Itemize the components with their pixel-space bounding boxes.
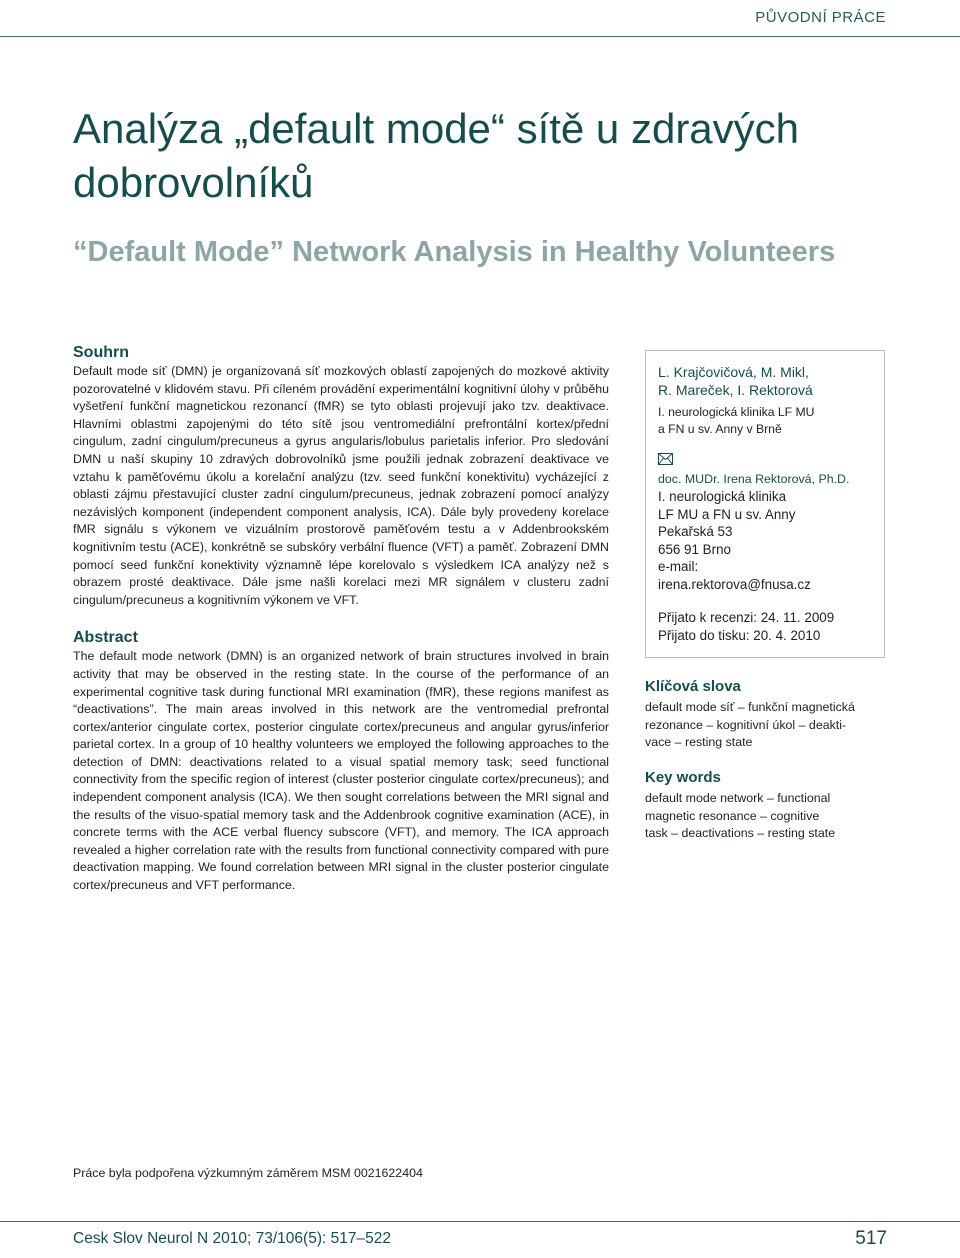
author-box [645,350,885,658]
keywords-en-line: task – deactivations – resting state [645,826,836,841]
affiliation-line: a FN u sv. Anny v Brně [658,422,782,436]
section-label: PŮVODNÍ PRÁCE [755,9,886,26]
affiliation [658,404,884,438]
page-number: 517 [855,1228,887,1249]
author-line: R. Mareček, I. Rektorová [658,382,813,398]
correspondence-line: LF MU a FN u sv. Anny [658,506,796,522]
keywords-en-line: magnetic resonance – cognitive [645,808,820,823]
correspondence-name: doc. MUDr. Irena Rektorová, Ph.D. [658,472,850,486]
affiliation-line: I. neurologická klinika LF MU [658,405,815,419]
journal-citation: Cesk Slov Neurol N 2010; 73/106(5): 517–522 [73,1230,391,1247]
article-title: Analýza „default mode“ sítě u zdravých dobrovolníků [73,105,800,206]
correspondence-line: e-mail: [658,559,699,575]
keywords-cz-line: default mode síť – funkční magnetická [645,700,855,714]
correspondence-line: I. neurologická klinika [658,489,787,504]
author-line: L. Krajčovičová, M. Mikl, [658,364,809,380]
keywords-cz-line: vace – resting state [645,735,753,750]
keywords-cz-heading: Klíčová slova [645,678,741,695]
keywords-en-line: default mode network – functional [645,791,831,805]
keywords-cz [645,678,885,752]
footer-rule [0,1221,960,1222]
main-column [73,344,609,895]
souhrn-text: Default mode síť (DMN) je organizovaná síť mozkových oblastí zapojených do mozkové aktivity pozorovatelné v klidovém stavu. Při cíleném provádění experimentální kognitivní úlohy v průběhu vyšetření funkční magnetickou rezonancí (fMR) se tyto oblasti projevují jako tzv. deaktivace. Hlavními oblastmi zapojenými do této sítě jsou ventromediální prefrontální kortex/přední cingulum, zadní cingulum/precuneus a gyrus angularis/lobulus parietalis inferior. Pro sledování DMN u naší skupiny 10 zdravých dobrovolníků jsme použili jednak zobrazení deaktivace ve vztahu k paměťovému úkolu a korelační analýzu (tzv. seed funkční konektivitu) vycházející z oblasti zájmu přestavující cluster zadní cingulum/precuneus, jednak zobrazení pomocí analýzy nezávislých komponent (independent component analysis, ICA). Dále byly provedeny korelace fMR signálu s výkonem ve vizuálním prostorově paměťovém testu a v Addenbrookském kognitivním testu (ACE), konkrétně se subskóry verbální fluence (VFT) a paměť. Zobrazení DMN pomocí seed funkční konektivity významně lépe korelovalo s výsledkem ICA analýzy než s obrazem prosté deaktivace. Dále jsme našli korelaci mezi MR signálem v clusteru zadní cingulum/precuneus a kognitivním výkonem ve VFT. [73,364,609,607]
correspondence-line: Pekařská 53 [658,524,733,540]
abstract-text: The default mode network (DMN) is an organized network of brain structures involved in brain activity that may be observed in the resting state. In the course of the performance of an experimental cognitive task during functional MRI examination (fMR), these regions manifest as “deactivations”. The main areas involved in this network are the ventromedial prefrontal cortex/anterior cingulate cortex, posterior cingulate cortex/precuneus and angular gyrus/inferior parietal cortex. In a group of 10 healthy volunteers we employed the following approaches to the detection of DMN: deactivations related to a visual spatial memory task; seed functional connectivity from the specific region of interest (cluster posterior cingulate cortex/precuneus); and independent component analysis (ICA). We then sought correlations between the MRI signal and the results of the visuo-spatial memory task and the Addenbrook cognitive examination (ACE), in concrete terms with the ACE verbal fluency subscore (VFT), and memory. The ICA approach revealed a higher correlation rate with the results from functional connectivity compared with pure deactivation mapping. We found correlation between MRI signal in the cluster posterior cingulate cortex/precuneus and VFT performance. [73,649,609,893]
header-rule [0,36,960,37]
envelope-icon [658,452,884,468]
correspondence-line: 656 91 Brno [658,541,731,557]
keywords-cz-line: rezonance – kognitivní úkol – deakti- [645,717,847,732]
received-dates [658,609,884,645]
abstract-heading: Abstract [73,629,138,647]
received-date: Přijato k recenzi: 24. 11. 2009 [658,609,835,625]
souhrn-heading: Souhrn [73,344,129,361]
accepted-date: Přijato do tisku: 20. 4. 2010 [658,627,821,643]
article-subtitle: “Default Mode” Network Analysis in Healthy Volunteers [73,236,836,268]
keywords-en-heading: Key words [645,769,721,786]
keywords-en [645,769,885,843]
funding-note: Práce byla podpořena výzkumným záměrem MSM 0021622404 [73,1166,423,1180]
correspondence-email[interactable]: irena.rektorova@fnusa.cz [658,576,811,592]
